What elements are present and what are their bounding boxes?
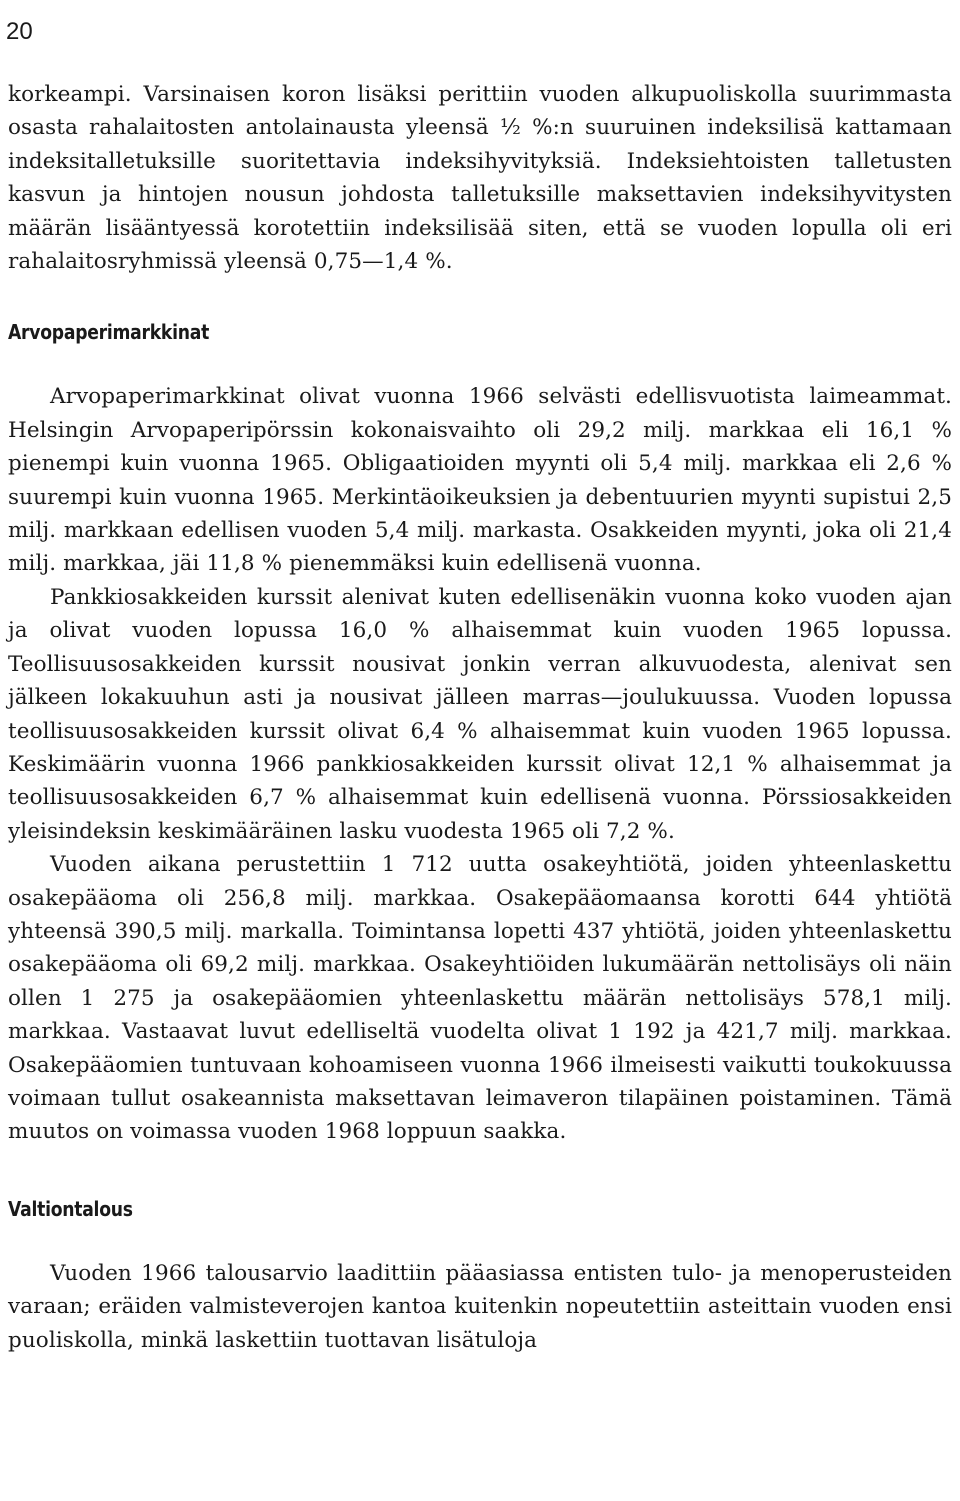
document-body — [8, 78, 952, 1357]
page-number: 20 — [6, 18, 33, 45]
paragraph-new-companies: Vuoden aikana perustettiin 1 712 uutta osakeyhtiötä, joiden yhteenlaskettu osakepääoma oli 256,8 milj. markkaa. Osakepääomaansa korotti 644 yhtiötä yhteensä 390,5 milj. markalla. Toimintansa lopetti 437 yhtiötä, joiden yhteenlaskettu osakepääoma oli 69,2 milj. markkaa. Osakeyhtiöiden lukumäärän nettolisäys oli näin ollen 1 275 ja osakepääomien yhteenlaskettu määrän nettolisäys 578,1 milj. markkaa. Vastaavat luvut edelliseltä vuodelta olivat 1 192 ja 421,7 milj. markkaa. Osakepääomien tuntuvaan kohoamiseen vuonna 1966 ilmeisesti vaikutti toukokuussa voimaan tullut osakeannista maksettavan leimaveron tilapäinen poistaminen. Tämä muutos on voimassa vuoden 1968 loppuun saakka. — [8, 852, 952, 1145]
section-heading-securities-market: Arvopaperimarkkinat — [8, 320, 210, 345]
paragraph-share-prices: Pankkiosakkeiden kurssit alenivat kuten edellisenäkin vuonna koko vuoden ajan ja olivat vuoden lopussa 16,0 % alhaisemmat kuin vuoden 1965 lopussa. Teollisuusosakkeiden kurssit nousivat jonkin verran alkuvuodesta, alenivat sen jälkeen lokakuuhun asti ja nousivat jälleen marras—joulukuussa. Vuoden lopussa teollisuusosakkeiden kurssit olivat 6,4 % alhaisemmat kuin vuoden 1965 lopussa. Keskimäärin vuonna 1966 pankkiosakkeiden kurssit olivat 12,1 % alhaisemmat ja teollisuusosakkeiden 6,7 % alhaisemmat kuin edellisenä vuonna. Pörssiosakkeiden yleisindeksin keskimääräinen lasku vuodesta 1965 oli 7,2 %. — [8, 584, 952, 844]
paragraph-securities-turnover: Arvopaperimarkkinat olivat vuonna 1966 selvästi edellisvuotista laimeammat. Helsingin Arvopaperipörssin kokonaisvaihto oli 29,2 milj. markkaa eli 16,1 % pienempi kuin vuonna 1965. Obligaatioiden myynti oli 5,4 milj. markkaa eli 2,6 % suurempi kuin vuonna 1965. Merkintäoikeuksien ja debentuurien myynti supistui 2,5 milj. markkaan edellisen vuoden 5,4 milj. markasta. Osakkeiden myynti, joka oli 21,4 milj. markkaa, jäi 11,8 % pienemmäksi kuin edellisenä vuonna. — [8, 384, 952, 577]
paragraph-budget: Vuoden 1966 talousarvio laadittiin pääasiassa entisten tulo- ja menoperusteiden varaan; eräiden valmisteverojen kantoa kuitenkin nopeutettiin asteittain vuoden ensi puoliskolla, minkä laskettiin tuottavan lisätuloja — [8, 1260, 952, 1353]
section-heading-public-finance: Valtiontalous — [8, 1196, 133, 1221]
paragraph-interest-rates: korkeampi. Varsinaisen koron lisäksi perittiin vuoden alkupuoliskolla suurimmasta osasta rahalaitosten antolainausta yleensä ½ %:n suuruinen indeksilisä kattamaan indeksitalletuksille suoritettavia indeksihyvityksiä. Indeksiehtoisten talletusten kasvun ja hintojen nousun johdosta talletuksille maksettavien indeksihyvitysten määrän lisääntyessä korotettiin indeksilisää siten, että se vuoden lopulla oli eri rahalaitosryhmissä yleensä 0,75—1,4 %. — [8, 82, 952, 275]
